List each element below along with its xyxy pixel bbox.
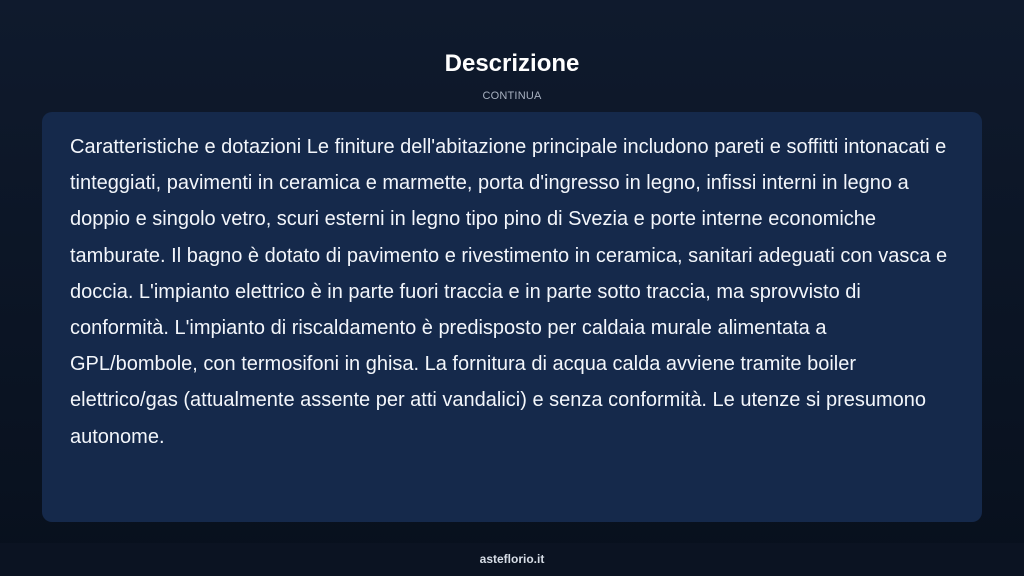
- description-panel: [42, 112, 982, 522]
- footer-site-name: asteflorio.it: [479, 552, 545, 566]
- continue-label: CONTINUA: [482, 90, 542, 102]
- page-title: Descrizione: [444, 50, 580, 77]
- description-text: Caratteristiche e dotazioni Le finiture dell'abitazione principale includono pareti e soffitti intonacati e tinteggiati, pavimenti in ceramica e marmette, porta d'ingresso in legno, infissi interni in legno a doppio e singolo vetro, scuri esterni in legno tipo pino di Svezia e porte interne economiche tamburate. Il bagno è dotato di pavimento e rivestimento in ceramica, sanitari adeguati con vasca e doccia. L'impianto elettrico è in parte fuori traccia e in parte sotto traccia, ma sprovvisto di conformità. L'impianto di riscaldamento è predisposto per caldaia murale alimentata a GPL/bombole, con termosifoni in ghisa. La fornitura di acqua calda avviene tramite boiler elettrico/gas (attualmente assente per atti vandalici) e senza conformità. Le utenze si presumono autonome.: [70, 136, 948, 448]
- footer: [0, 543, 1024, 576]
